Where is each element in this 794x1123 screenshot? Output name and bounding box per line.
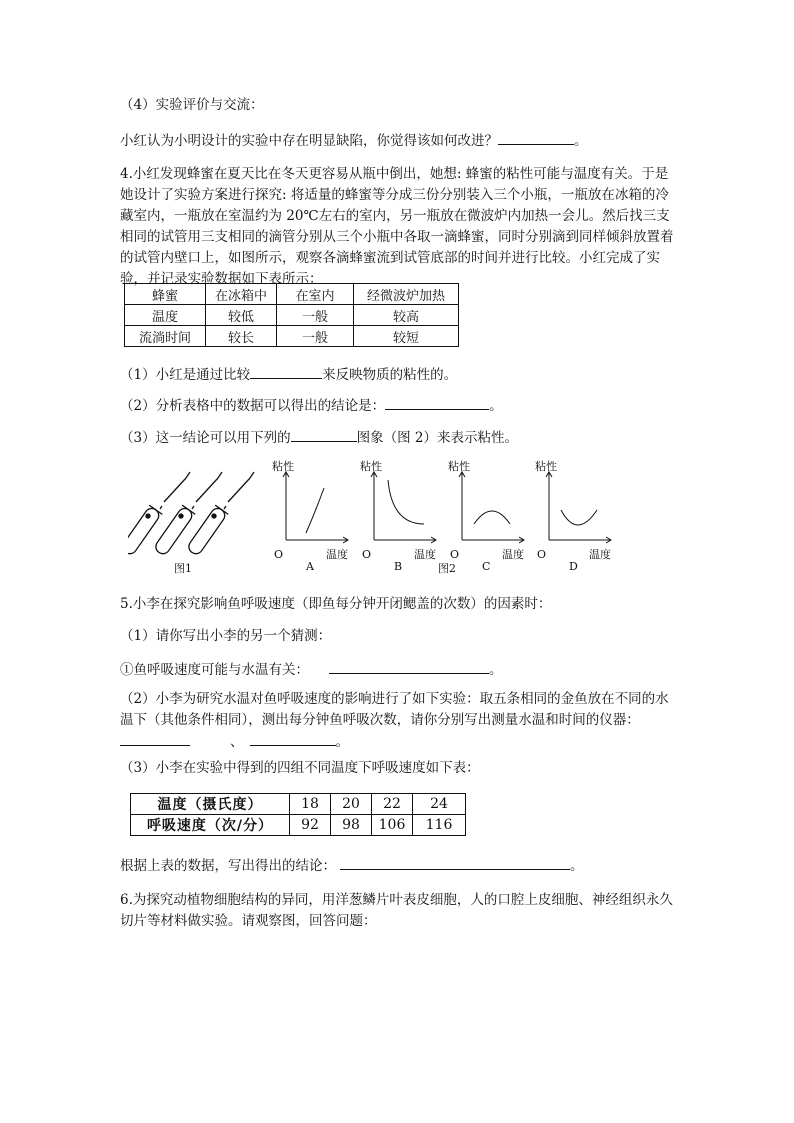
q4-sub3: （3）这一结论可以用下列的 图象（图 2）来表示粘性。	[120, 427, 680, 449]
q5-sub1: （1）请你写出小李的另一个猜测：	[120, 628, 332, 644]
graph-origin-label: O	[362, 548, 372, 561]
table-row	[131, 815, 466, 836]
table-cell: 一般	[277, 305, 354, 326]
q5-sub2: （2）小李为研究水温对鱼呼吸速度的影响进行了如下实验：取五条相同的金鱼放在不同的水温下（其他条件相同），测出每分钟鱼呼吸次数，请你分别写出测量水温和时间的仪器： 、 。	[120, 691, 669, 750]
answer-blank[interactable]	[250, 731, 336, 746]
table-cell: 较短	[354, 326, 459, 347]
graph-b	[360, 459, 436, 573]
graph-y-label: 粘性	[535, 460, 557, 473]
graph-y-label: 粘性	[360, 460, 382, 473]
q6-intro: 6.为探究动植物细胞结构的异同，用洋葱鳞片叶表皮细胞，人的口腔上皮细胞、神经组织永久切片等材料做实验。请观察图，回答问题：	[120, 892, 673, 929]
table-cell: 蜂蜜	[125, 284, 206, 305]
graph-letter: D	[569, 560, 578, 573]
table-cell: 22	[372, 794, 413, 815]
graph-origin-label: O	[274, 548, 284, 561]
graph-d	[535, 459, 611, 573]
answer-blank[interactable]	[250, 364, 322, 379]
graph-y-label: 粘性	[272, 460, 294, 473]
graph-letter: C	[482, 560, 491, 573]
honey-table	[124, 283, 459, 347]
graph-letter: B	[394, 560, 403, 573]
answer-blank[interactable]	[120, 731, 190, 746]
section-4-question: 小红认为小明设计的实验中存在明显缺陷，你觉得该如何改进？ 。	[120, 130, 680, 152]
graph-curve	[474, 511, 510, 524]
viscosity-graphs	[272, 459, 611, 573]
table-cell: 一般	[277, 326, 354, 347]
table-cell: 116	[413, 815, 466, 836]
test-tubes-illustration	[128, 472, 254, 557]
graph-a	[272, 459, 348, 573]
table-cell: 24	[413, 794, 466, 815]
q4-sub1: （1）小红是通过比较 来反映物质的粘性的。	[120, 364, 680, 386]
graph-c	[448, 459, 524, 573]
fig2-label: 图2	[438, 562, 456, 575]
graph-curve	[561, 510, 597, 525]
table-row	[131, 794, 466, 815]
table-row	[125, 326, 459, 347]
table-cell: 92	[290, 815, 331, 836]
graph-axes	[546, 472, 611, 543]
answer-blank[interactable]	[329, 659, 489, 674]
q4-sub2: （2）分析表格中的数据可以得出的结论是： 。	[120, 395, 680, 417]
table-cell: 较长	[206, 326, 277, 347]
table-cell: 98	[331, 815, 372, 836]
table-cell: 温度	[125, 305, 206, 326]
table-cell: 20	[331, 794, 372, 815]
q5-conclusion: 根据上表的数据，写出得出的结论： 。	[120, 855, 680, 877]
graph-origin-label: O	[450, 548, 460, 561]
graph-axes	[283, 472, 348, 543]
graph-curve	[388, 480, 424, 524]
answer-blank[interactable]	[291, 427, 357, 442]
table-cell: 呼吸速度（次/分）	[131, 815, 290, 836]
graph-axes	[459, 472, 524, 543]
table-cell: 较低	[206, 305, 277, 326]
table-cell: 温度（摄氏度）	[131, 794, 290, 815]
graph-origin-label: O	[537, 548, 547, 561]
q4-intro: 4.小红发现蜂蜜在夏天比在冬天更容易从瓶中倒出，她想: 蜂蜜的粘性可能与温度有关。于是她设计了实验方案进行探究: 将适量的蜂蜜等分成三份分别装入三个小瓶，一瓶放在冰箱的冷藏室内，一瓶放在室温约为 20℃左右的室内，另一瓶放在微波炉内加热一会儿。然后找三支相同的试管用三支相同的滴管分别从三个小瓶中各取一滴蜂蜜，同时分别滴到同样倾斜放置着的试管内壁口上，如图所示，观察各滴蜂蜜流到试管底部的时间并进行比较。小红完成了实验，并记录实验数据如下表所示：	[120, 166, 674, 287]
graph-curve	[306, 488, 324, 533]
table-row	[125, 305, 459, 326]
graph-x-label: 温度	[589, 548, 611, 561]
q5-guess: ①鱼呼吸速度可能与水温有关： 。	[120, 659, 680, 681]
figures	[128, 458, 628, 582]
table-cell: 在室内	[277, 284, 354, 305]
q5-intro: 5.小李在探究影响鱼呼吸速度（即鱼每分钟开闭鳃盖的次数）的因素时：	[120, 596, 552, 612]
table-cell: 经微波炉加热	[354, 284, 459, 305]
graph-x-label: 温度	[414, 548, 436, 561]
table-cell: 在冰箱中	[206, 284, 277, 305]
answer-blank[interactable]	[340, 855, 570, 870]
answer-blank[interactable]	[385, 395, 489, 410]
table-cell: 18	[290, 794, 331, 815]
fig1-label: 图1	[174, 562, 192, 575]
table-cell: 流淌时间	[125, 326, 206, 347]
graph-letter: A	[306, 560, 314, 573]
q5-sub3: （3）小李在实验中得到的四组不同温度下呼吸速度如下表：	[120, 760, 480, 776]
figure-svg	[128, 458, 628, 578]
graph-axes	[371, 472, 436, 543]
fish-table	[130, 793, 466, 836]
table-cell: 106	[372, 815, 413, 836]
graph-x-label: 温度	[326, 548, 348, 561]
section-4-heading: （4）实验评价与交流：	[120, 97, 264, 113]
table-cell: 较高	[354, 305, 459, 326]
graph-y-label: 粘性	[448, 460, 470, 473]
table-row	[125, 284, 459, 305]
answer-blank[interactable]	[498, 130, 574, 145]
graph-x-label: 温度	[502, 548, 524, 561]
